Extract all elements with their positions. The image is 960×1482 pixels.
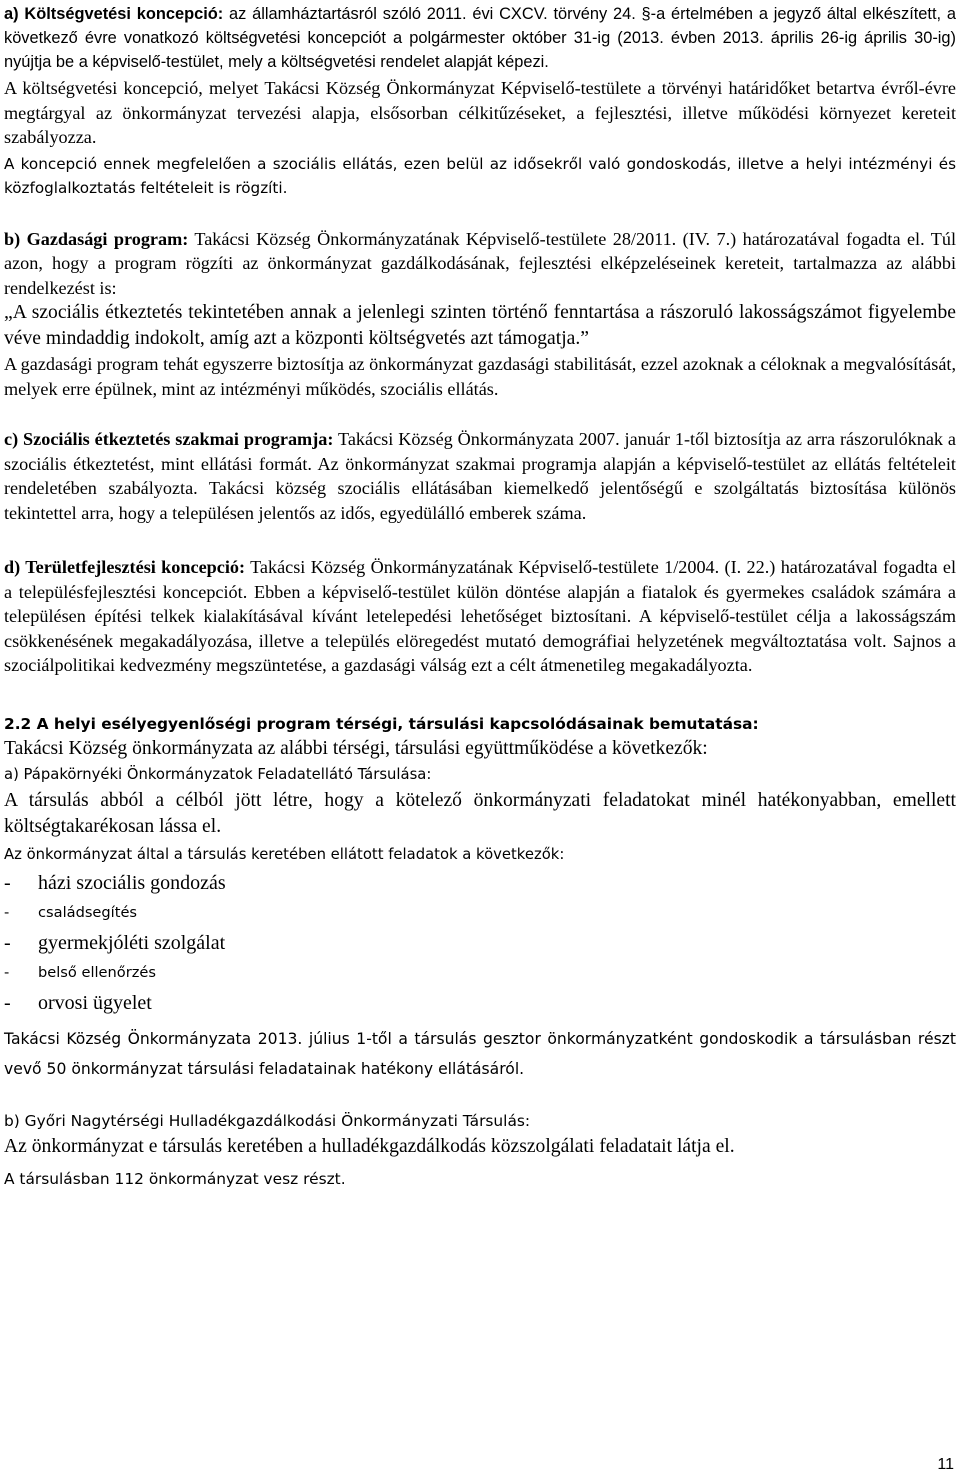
task-list — [4, 868, 956, 1018]
partnership-b-count: A társulásban 112 önkormányzat vesz részt. — [4, 1169, 346, 1188]
partnership-a-text: A társulás abból a célból jött létre, hogy a kötelező önkormányzati feladatokat minél hatékonyabban, emellett költségtakarékosan lássa el. — [4, 789, 956, 837]
partnership-a-tasks-intro: Az önkormányzat által a társulás keretében ellátott feladatok a következők: — [4, 845, 565, 863]
section-a-paragraph-1 — [4, 2, 956, 74]
section-a-text: az államháztartásról szóló 2011. évi CXCV. törvény 24. §-a értelmében a jegyző által elkészített, a következő évre vonatkozó költségvetési koncepciót a polgármester október 31-ig (2013. évben 2013. április 26-ig április 30-ig) nyújtja be a képviselő-testület, mely a költségvetési rendelet alapját képezi. — [4, 5, 956, 71]
section-a-paragraph-2: A költségvetési koncepció, melyet Takácsi Község Önkormányzat Képviselő-testülete a törvényi határidőket betartva évről-évre megtárgyal az önkormányzat tervezési alapja, elsősorban célkitűzéseket, a fejlesztési, illetve működési környezet kereteit szabályozza. — [4, 78, 956, 147]
page-number: 11 — [937, 1456, 954, 1473]
partnership-a-label: a) Pápakörnyéki Önkormányzatok Feladatellátó Társulása: — [4, 765, 432, 783]
section-c-text: Takácsi Község Önkormányzata 2007. január 1-től biztosítja az arra rászorulóknak a szociális étkeztetést, mint ellátási formát. Az önkormányzat szakmai programja alapján a képviselő-testület az ellátás feltételeit rendeletében szabályozta. Takácsi község szociális ellátásában kiemelkedő jelentőségű e szolgáltatás biztosítása különös tekintettel arra, hogy a településen jelentős az idős, egyedülálló emberek száma. — [4, 429, 956, 523]
section-c-label: c) Szociális étkeztetés szakmai programja: — [4, 429, 334, 449]
section-2-2-intro: Takácsi Község önkormányzata az alábbi térségi, társulási együttműködése a következők: — [4, 737, 708, 759]
section-2-2-heading: 2.2 A helyi esélyegyenlőségi program térségi, társulási kapcsolódásainak bemutatása: — [4, 714, 759, 733]
section-b-paragraph-2: A gazdasági program tehát egyszerre biztosítja az önkormányzat gazdasági stabilitását, ezzel azoknak a céloknak a megvalósítását, melyek erre épülnek, mint az intézményi működés, szociális ellátás. — [4, 354, 956, 399]
section-a-paragraph-3: A koncepció ennek megfelelően a szociális ellátás, ezen belül az idősekről való gondoskodás, illetve a helyi intézményi és közfoglalkoztatás feltételeit is rögzíti. — [4, 154, 956, 197]
list-item: - orvosi ügyelet — [4, 988, 956, 1018]
dash-marker: - — [4, 963, 10, 981]
list-item: - gyermekjóléti szolgálat — [4, 928, 956, 958]
section-b-quote: „A szociális étkeztetés tekintetében annak a jelenlegi szinten történő fenntartása a rászoruló lakosságszámot figyelembe véve mindaddig indokolt, amíg azt a központi költségvetés azt támogatja.” — [4, 302, 956, 349]
dash-marker: - — [4, 903, 10, 921]
section-d-paragraph — [4, 555, 956, 678]
partnership-b-label: b) Győri Nagytérségi Hulladékgazdálkodási Önkormányzati Társulás: — [4, 1111, 531, 1130]
section-d-label: d) Területfejlesztési koncepció: — [4, 557, 246, 577]
dash-marker: - — [4, 931, 11, 954]
list-item: - házi szociális gondozás — [4, 868, 956, 898]
section-b-text: Takácsi Község Önkormányzatának Képviselő-testülete 28/2011. (IV. 7.) határozatával fogadta el. Túl azon, hogy a program rögzíti az önkormányzat gazdálkodásának, fejlesztési elképzeléseinek kereteit, tartalmazza az alábbi rendelkezést is: — [4, 228, 956, 298]
list-item: - belső ellenőrzés — [4, 958, 956, 988]
document-page — [4, 2, 956, 1194]
section-b-paragraph-1 — [4, 227, 956, 301]
partnership-b-text: Az önkormányzat e társulás keretében a hulladékgazdálkodás közszolgálati feladatait látja el. — [4, 1135, 735, 1157]
partnership-a-after: Takácsi Község Önkormányzata 2013. július 1-től a társulás gesztor önkormányzatként gondoskodik a társulásban részt vevő 50 önkormányzat társulási feladatainak hatékony ellátásáról. — [4, 1029, 956, 1078]
section-d-text: Takácsi Község Önkormányzatának Képviselő-testülete 1/2004. (I. 22.) határozatával fogadta el a településfejlesztési koncepciót. Ebben a képviselő-testület külön döntése alapján a fiatalok és gyermekes családok számára a településen építési telkek kialakításával kívánt letelepedési lehetőséget biztosítani. A képviselő-testület célja a lakosságszám csökkenésének megakadályozása, illetve a település elöregedést mutató demográfiai helyzetének megváltoztatása volt. Sajnos a szociálpolitikai kedvezmény megszüntetése, a gazdasági válság ezt a célt átmenetileg megakadályozta. — [4, 557, 956, 675]
dash-marker: - — [4, 871, 11, 894]
section-b-label: b) Gazdasági program: — [4, 228, 189, 249]
section-a-label: a) Költségvetési koncepció: — [4, 5, 224, 23]
list-item: - családsegítés — [4, 898, 956, 928]
dash-marker: - — [4, 991, 11, 1014]
section-c-paragraph — [4, 427, 956, 525]
